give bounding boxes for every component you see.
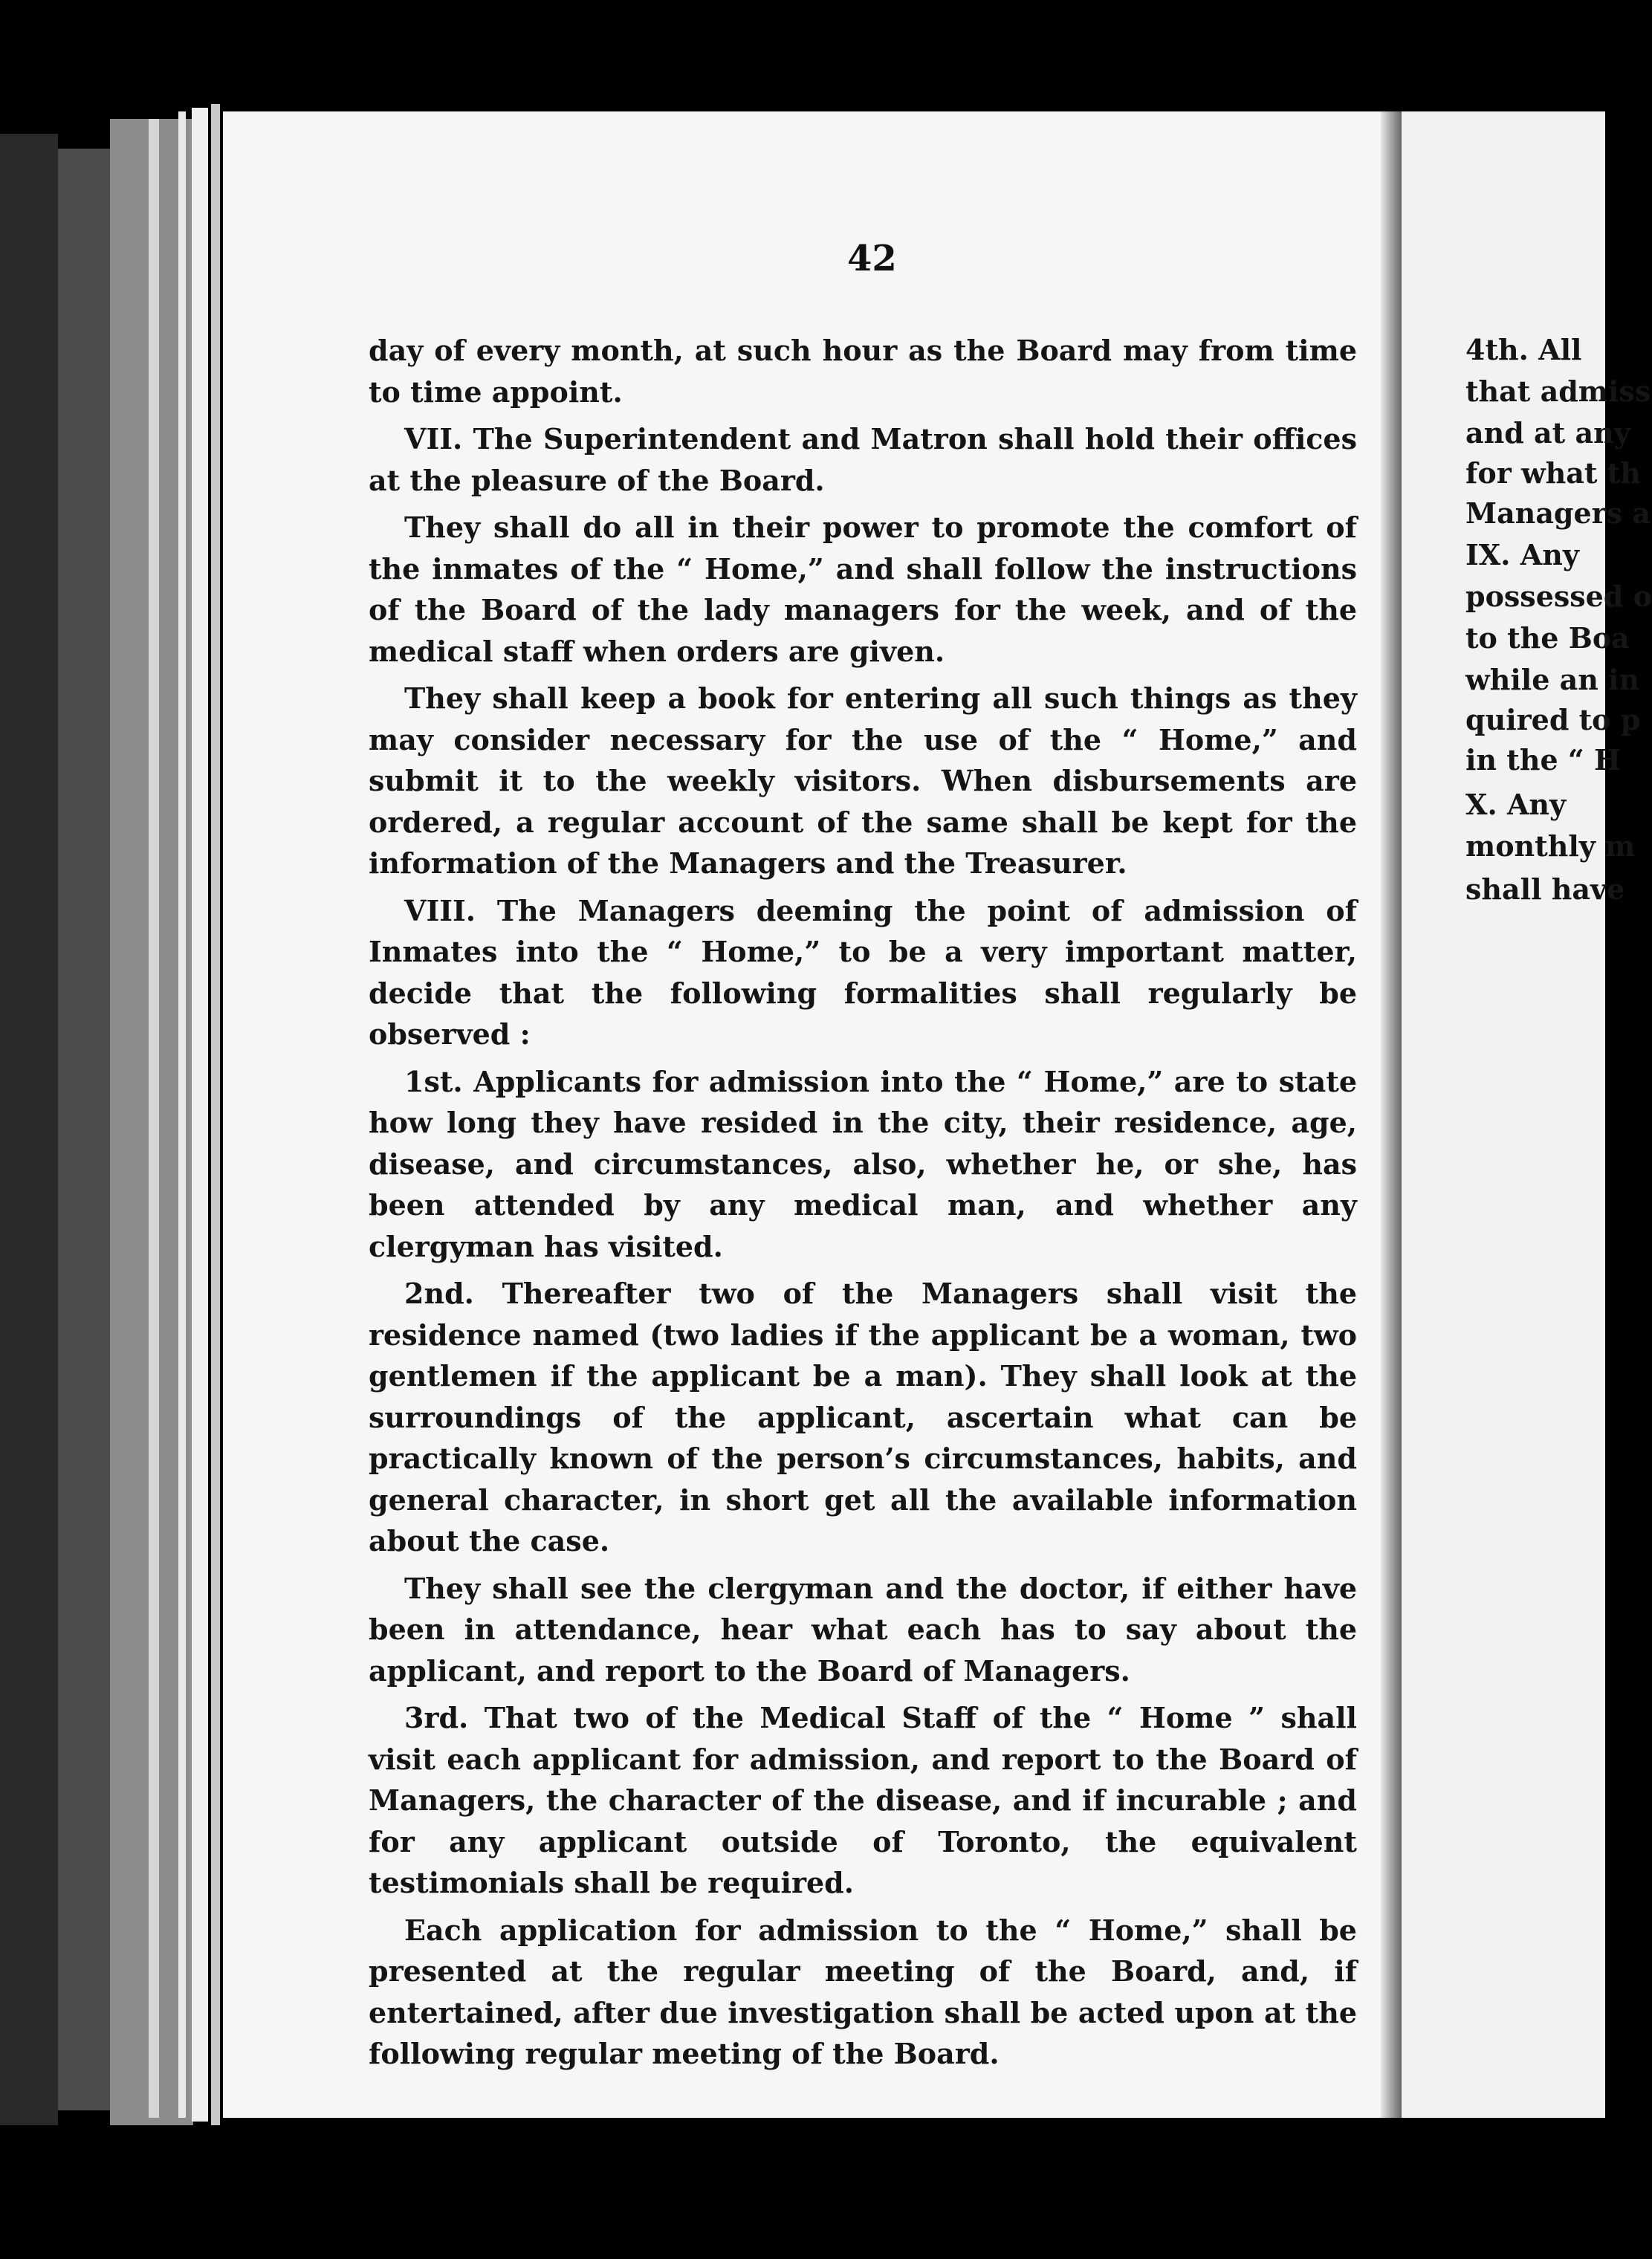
facing-page-line: X. Any xyxy=(1465,788,1567,821)
book-edge-middle xyxy=(58,149,110,2110)
facing-page-line: quired to p xyxy=(1465,703,1641,736)
body-paragraph: VIII. The Managers deeming the point of admission of Inmates into the “ Home,” to be a very important matter, decide that the following formalities shall regularly be observed : xyxy=(369,893,1357,1051)
body-paragraph: 1st. Applicants for admission into the “ Home,” are to state how long they have resided in the city, their residence, age, disease, and circumstances, also, whether he, or she, has been attended by any medical man, and whether any clergyman has visited. xyxy=(369,1064,1357,1263)
facing-page-line: that admiss xyxy=(1465,375,1651,408)
facing-page-line: in the “ H xyxy=(1465,743,1621,777)
page-body-text xyxy=(369,330,1357,2081)
facing-page-line: IX. Any xyxy=(1465,538,1579,571)
facing-page-line: for what th xyxy=(1465,456,1641,490)
body-paragraph: Each application for admission to the “ Home,” shall be presented at the regular meeting of the Board, and, if entertained, after due investigation shall be acted upon at the following regular meeting of the Board. xyxy=(369,1913,1357,2070)
body-paragraph: 2nd. Thereafter two of the Managers shall visit the residence named (two ladies if the applicant be a woman, two gentlemen if the applicant be a man). They shall look at the surroundings of the applicant, ascertain what can be practically known of the person’s circumstances, habits, and general character, in short get all the available information about the case. xyxy=(369,1277,1357,1558)
facing-page-line: monthly m xyxy=(1465,829,1636,863)
facing-page xyxy=(1402,111,1605,2118)
page-number: 42 xyxy=(847,238,897,279)
facing-page-line: while an in xyxy=(1465,663,1640,696)
facing-page-line: shall have xyxy=(1465,872,1625,906)
facing-page-line: possessed o xyxy=(1465,580,1652,613)
body-paragraph: They shall keep a book for entering all such things as they may consider necessary for the use of the “ Home,” and submit it to the weekly visitors. When disbursements are ordered, a regular account of the same shall be kept for the information of the Managers and the Treasurer. xyxy=(369,681,1357,880)
page-stack-edge xyxy=(192,108,208,2122)
facing-page-line: and at any xyxy=(1465,416,1630,450)
page-stack-edge xyxy=(211,104,220,2125)
book-edge-outer xyxy=(0,134,58,2125)
body-paragraph: They shall do all in their power to promote the comfort of the inmates of the “ Home,” and shall follow the instructions of the Board of the lady managers for the week, and of the medical staff when orders are given. xyxy=(369,511,1357,668)
facing-page-line: Managers a xyxy=(1465,496,1651,530)
page-stack-edge xyxy=(178,111,186,2118)
body-paragraph: day of every month, at such hour as the Board may from time to time appoint. xyxy=(369,334,1357,409)
page-stack-edge xyxy=(149,119,159,2118)
body-paragraph: They shall see the clergyman and the doctor, if either have been in attendance, hear what each has to say about the applicant, and report to the Board of Managers. xyxy=(369,1571,1357,1688)
facing-page-line: to the Boa xyxy=(1465,621,1630,655)
facing-page-line: 4th. All xyxy=(1465,333,1582,366)
body-paragraph: 3rd. That two of the Medical Staff of the “ Home ” shall visit each applicant for admission, and report to the Board of Managers, the character of the disease, and if incurable ; and for any applicant outside of Toronto, the equivalent testimonials shall be required. xyxy=(369,1701,1357,1899)
body-paragraph: VII. The Superintendent and Matron shall hold their offices at the pleasure of the Board. xyxy=(369,422,1357,497)
book-gutter xyxy=(1381,111,1402,2118)
